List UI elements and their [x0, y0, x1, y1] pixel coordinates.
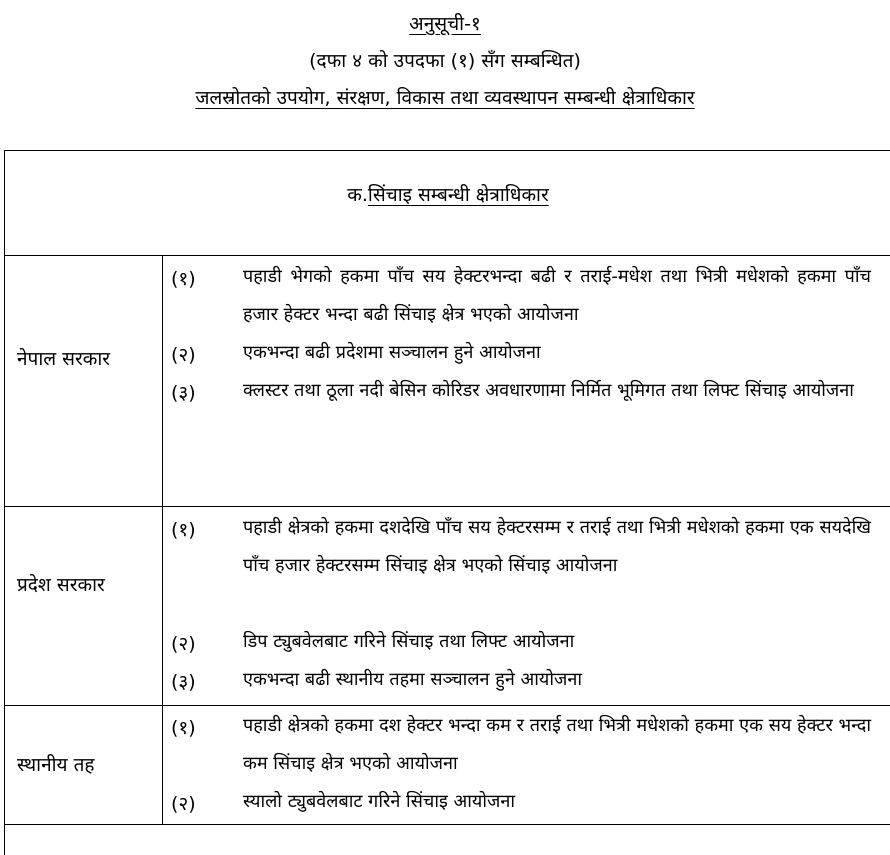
row-label-local: स्थानीय तह	[17, 754, 95, 776]
item-number: (१)	[171, 268, 196, 290]
section-title-text: सिंचाइ सम्बन्धी क्षेत्राधिकार	[367, 184, 549, 206]
row-divider	[5, 705, 890, 706]
schedule-subtitle: (दफा ४ को उपदफा (१) सँग सम्बन्धित)	[309, 50, 581, 72]
schedule-title: अनुसूची-१	[409, 13, 481, 35]
item-text: पहाडी क्षेत्रको हकमा दशदेखि पाँच सय हेक्टरसम्म र तराई तथा भित्री मधेशको हकमा एक सयदेखि पाँच हजार हेक्टरसम्म सिंचाइ क्षेत्र भएको सिंचाइ आयोजना	[243, 517, 871, 576]
item-number: (३)	[171, 671, 196, 693]
row-label-federal: नेपाल सरकार	[17, 348, 111, 370]
item-number: (२)	[171, 633, 196, 655]
column-divider	[162, 255, 163, 824]
section-title	[5, 181, 890, 207]
row-divider	[5, 255, 890, 256]
item-text: एकभन्दा बढी स्थानीय तहमा सञ्चालन हुने आयोजना	[243, 669, 583, 690]
section-prefix: क.	[347, 184, 368, 206]
item-number: (१)	[171, 717, 196, 739]
schedule-heading: जलस्रोतको उपयोग, संरक्षण, विकास तथा व्यवस्थापन सम्बन्धी क्षेत्राधिकार	[195, 87, 695, 109]
jurisdiction-table	[4, 150, 890, 855]
item-number: (१)	[171, 519, 196, 541]
item-text: एकभन्दा बढी प्रदेशमा सञ्चालन हुने आयोजना	[243, 342, 541, 363]
item-text: पहाडी क्षेत्रको हकमा दश हेक्टर भन्दा कम र तराई तथा भित्री मधेशको हकमा एक सय हेक्टर भन्दा कम सिंचाइ क्षेत्र भएको आयोजना	[243, 715, 871, 774]
row-label-province: प्रदेश सरकार	[17, 574, 105, 596]
row-divider	[5, 506, 890, 507]
item-number: (३)	[171, 382, 196, 404]
item-text: डिप ट्युबवेलबाट गरिने सिंचाइ तथा लिफ्ट आयोजना	[243, 631, 575, 652]
item-number: (२)	[171, 344, 196, 366]
row-divider	[5, 824, 890, 825]
item-number: (२)	[171, 793, 196, 815]
item-text: पहाडी भेगको हकमा पाँच सय हेक्टरभन्दा बढी र तराई-मधेश तथा भित्री मधेशको हकमा पाँच हजार हेक्टर भन्दा बढी सिंचाइ क्षेत्र भएको आयोजना	[243, 266, 871, 325]
item-text: स्यालो ट्युबवेलबाट गरिने सिंचाइ आयोजना	[243, 791, 516, 812]
item-text: क्लस्टर तथा ठूला नदी बेसिन कोरिडर अवधारणामा निर्मित भूमिगत तथा लिफ्ट सिंचाइ आयोजना	[243, 380, 854, 401]
